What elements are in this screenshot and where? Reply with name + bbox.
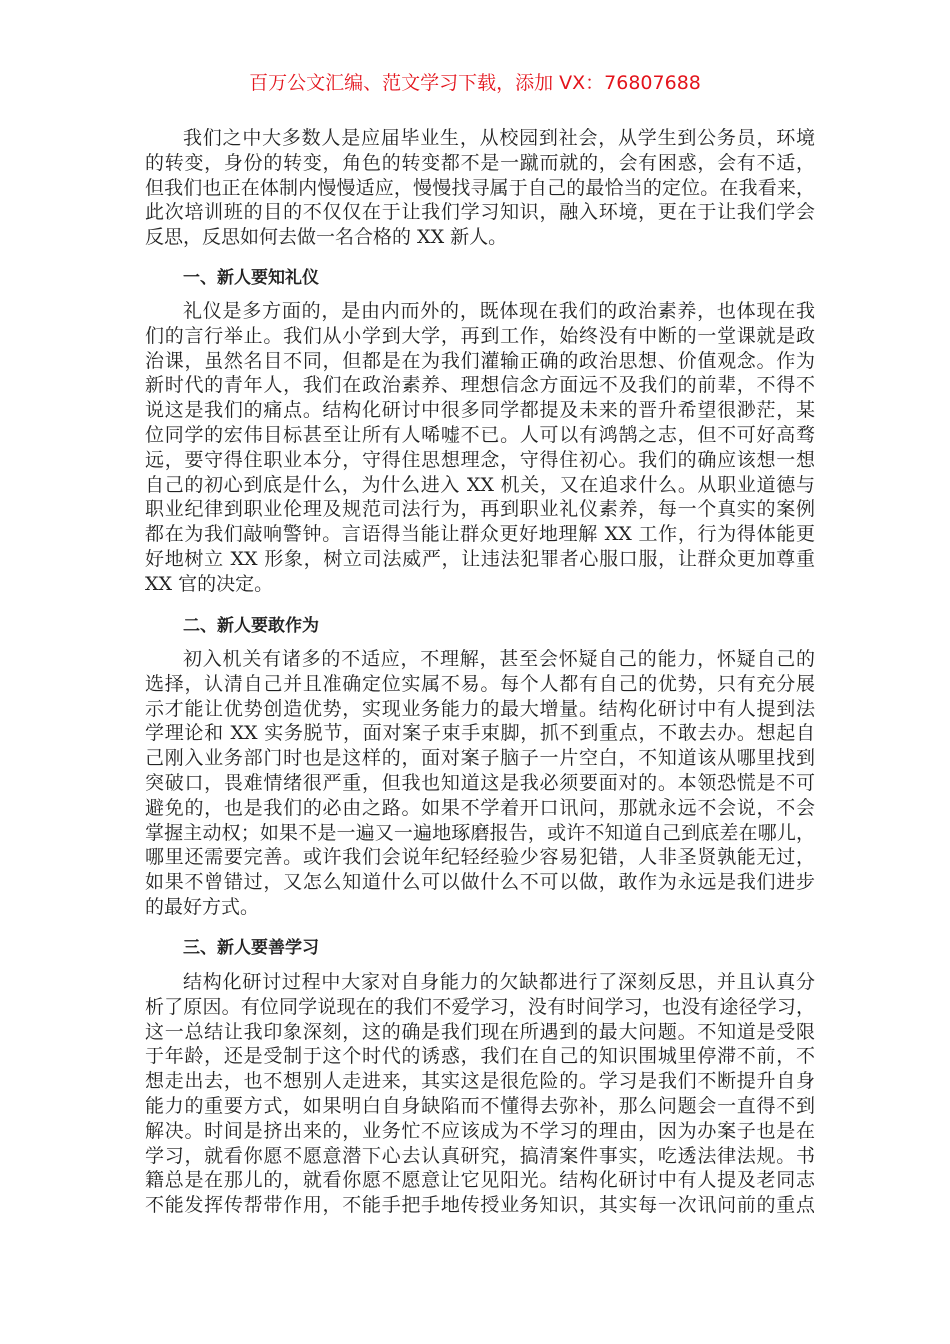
watermark-banner: 百万公文汇编、范文学习下载，添加 VX：76807688 xyxy=(249,72,701,94)
text-line: 这一总结让我印象深刻，这的确是我们现在所遇到的最大问题。不知道是受限 xyxy=(145,1020,815,1043)
text-line: 的最好方式。 xyxy=(145,895,260,918)
text-line: 解决。时间是挤出来的，业务忙不应该成为不学习的理由，因为办案子也是在 xyxy=(145,1119,815,1142)
text-line: 突破口，畏难情绪很严重，但我也知道这是我必须要面对的。本领恐慌是不可 xyxy=(145,771,815,794)
text-line: 能力的重要方式，如果明白自身缺陷而不懂得去弥补，那么问题会一直得不到 xyxy=(145,1094,815,1117)
text-line: 学理论和 XX 实务脱节，面对案子束手束脚，抓不到重点，不敢去办。想起自 xyxy=(145,722,815,745)
text-line: 自己的初心到底是什么，为什么进入 XX 机关，又在追求什么。从职业道德与 xyxy=(145,473,815,496)
section-3-paragraph xyxy=(145,970,815,1218)
text-line: 选择，认清自己并且准确定位实属不易。每个人都有自己的优势，只有充分展 xyxy=(145,672,815,695)
text-line: 我们之中大多数人是应届毕业生，从校园到社会，从学生到公务员，环境 xyxy=(183,127,815,149)
text-line: 籍总是在那儿的，就看你愿不愿意让它见阳光。结构化研讨中有人提及老同志 xyxy=(145,1169,815,1192)
text-line: 治课，虽然名目不同，但都是在为我们灌输正确的政治思想、价值观念。作为 xyxy=(145,349,815,372)
text-line: 职业纪律到职业伦理及规范司法行为，再到职业礼仪素养，每一个真实的案例 xyxy=(145,498,815,521)
text-line: 礼仪是多方面的，是由内而外的，既体现在我们的政治素养，也体现在我 xyxy=(183,300,815,322)
text-line: 学习，就看你愿不愿意潜下心去认真研究，搞清案件事实，吃透法律法规。书 xyxy=(145,1144,815,1167)
text-line: 避免的，也是我们的必由之路。如果不学着开口讯问，那就永远不会说，不会 xyxy=(145,796,815,819)
text-line: 的转变，身份的转变，角色的转变都不是一蹴而就的，会有困惑，会有不适， xyxy=(145,151,815,174)
section-heading-3: 三、新人要善学习 xyxy=(183,938,319,958)
text-line: 此次培训班的目的不仅仅在于让我们学习知识，融入环境，更在于让我们学会 xyxy=(145,201,815,224)
text-line: 远，要守得住职业本分，守得住思想理念，守得住初心。我们的确应该想一想 xyxy=(145,448,815,471)
text-line: 新时代的青年人，我们在政治素养、理想信念方面远不及我们的前辈，不得不 xyxy=(145,374,815,397)
text-line: XX 官的决定。 xyxy=(145,572,274,595)
text-line: 位同学的宏伟目标甚至让所有人唏嘘不已。人可以有鸿鹄之志，但不可好高骛 xyxy=(145,423,815,446)
section-heading-2: 二、新人要敢作为 xyxy=(183,616,319,636)
text-line: 好地树立 XX 形象，树立司法威严，让违法犯罪者心服口服，让群众更加尊重 xyxy=(145,547,815,570)
intro-paragraph xyxy=(145,126,815,250)
text-line: 析了原因。有位同学说现在的我们不爱学习，没有时间学习，也没有途径学习， xyxy=(145,995,815,1018)
text-line: 们的言行举止。我们从小学到大学，再到工作，始终没有中断的一堂课就是政 xyxy=(145,324,815,347)
text-line: 都在为我们敲响警钟。言语得当能让群众更好地理解 XX 工作，行为得体能更 xyxy=(145,523,815,546)
text-line: 于年龄，还是受制于这个时代的诱惑，我们在自己的知识围城里停滞不前，不 xyxy=(145,1045,815,1068)
text-line: 但我们也正在体制内慢慢适应，慢慢找寻属于自己的最恰当的定位。在我看来， xyxy=(145,176,815,199)
section-heading-1: 一、新人要知礼仪 xyxy=(183,268,319,288)
text-line: 反思，反思如何去做一名合格的 XX 新人。 xyxy=(145,226,508,249)
text-line: 如果不曾错过，又怎么知道什么可以做什么不可以做，敢作为永远是我们进步 xyxy=(145,871,815,894)
text-line: 掌握主动权；如果不是一遍又一遍地琢磨报告，或许不知道自己到底差在哪儿， xyxy=(145,821,815,844)
text-line: 说这是我们的痛点。结构化研讨中很多同学都提及未来的晋升希望很渺茫，某 xyxy=(145,399,815,422)
text-line: 己刚入业务部门时也是这样的，面对案子脑子一片空白，不知道该从哪里找到 xyxy=(145,747,815,770)
section-1-paragraph xyxy=(145,299,815,597)
text-line: 结构化研讨过程中大家对自身能力的欠缺都进行了深刻反思，并且认真分 xyxy=(183,971,815,993)
text-line: 示才能让优势创造优势，实现业务能力的最大增量。结构化研讨中有人提到法 xyxy=(145,697,815,720)
text-line: 初入机关有诸多的不适应，不理解，甚至会怀疑自己的能力，怀疑自己的 xyxy=(183,648,815,670)
text-line: 不能发挥传帮带作用，不能手把手地传授业务知识，其实每一次讯问前的重点 xyxy=(145,1194,815,1217)
text-line: 想走出去，也不想别人走进来，其实这是很危险的。学习是我们不断提升自身 xyxy=(145,1070,815,1093)
text-line: 哪里还需要完善。或许我们会说年纪轻经验少容易犯错，人非圣贤孰能无过， xyxy=(145,846,815,869)
section-2-paragraph xyxy=(145,647,815,920)
